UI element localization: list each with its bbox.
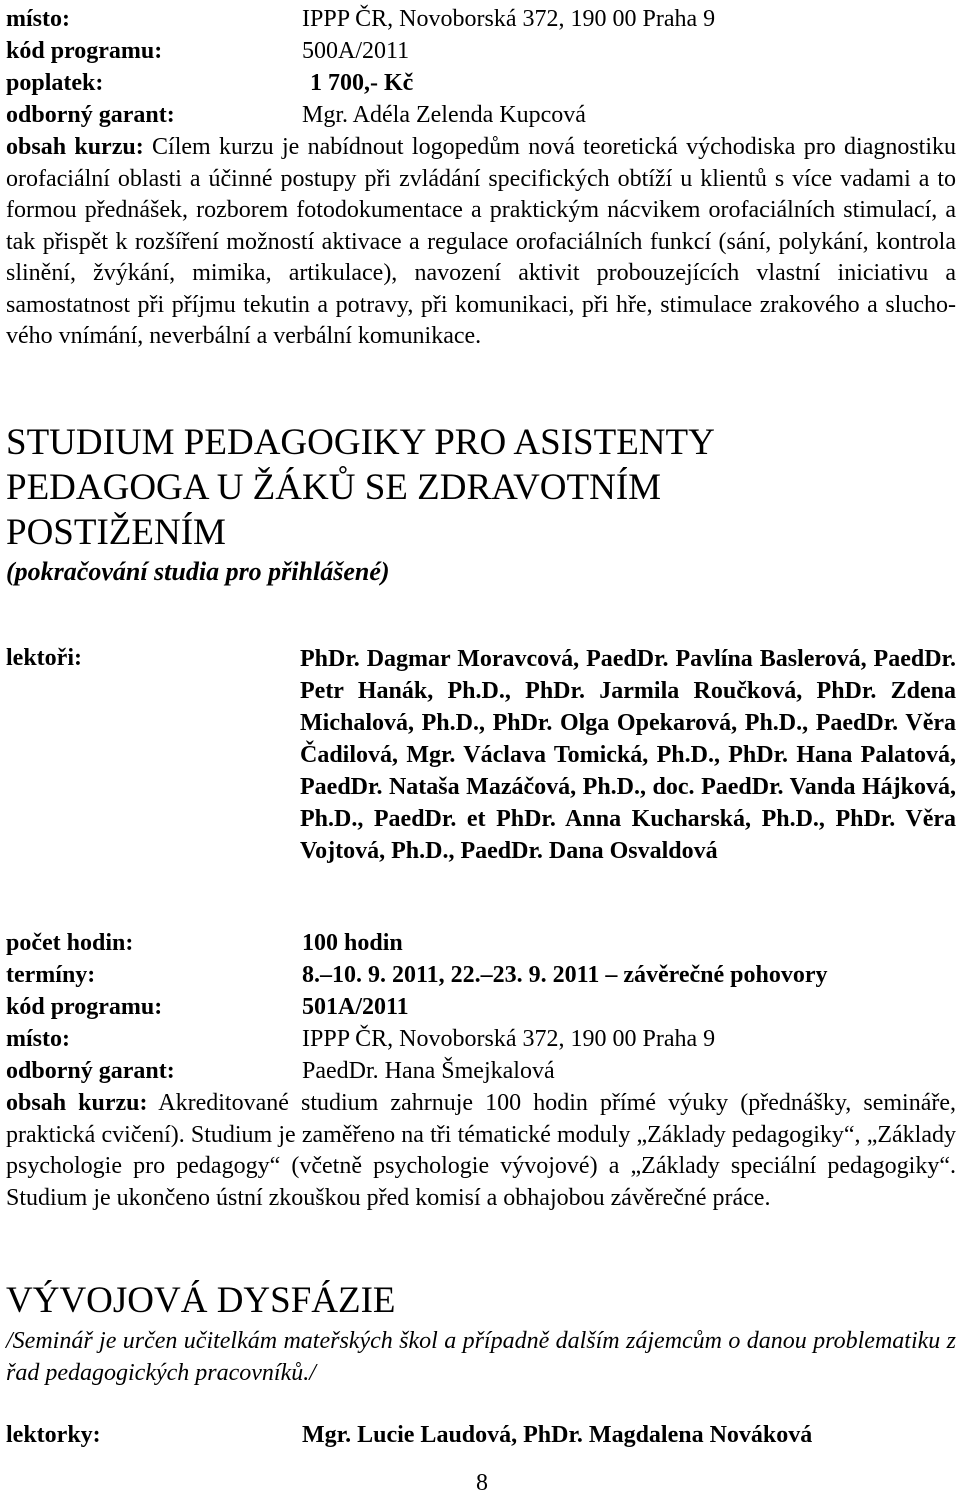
section-title-line-1: STUDIUM PEDAGOGIKY PRO ASISTENTY [6,422,715,463]
page-number: 8 [476,1470,488,1496]
field-label: lektorky: [6,1422,101,1448]
field-value: Mgr. Lucie Laudová, PhDr. Magdalena Nováková [302,1422,813,1448]
field-value: 1 700,- Kč [310,70,414,96]
course-content-1 [6,132,956,353]
content-label: obsah kurzu: [6,134,144,160]
field-label: odborný garant: [6,1058,175,1084]
section-title: VÝVOJOVÁ DYSFÁZIE [6,1280,396,1321]
field-value: PaedDr. Hana Šmejkalová [302,1058,555,1084]
content-text: Akreditované studium zahrnuje 100 hodin přímé výuky (přednášky, semináře, praktická cvičení). Studium je zaměřeno na tři tématické moduly „Základy pedagogiky“, „Základy psychologie pro pedagogy“ (včetně psychologie vývojové) a „Základy speciální pedagogiky“. Studium je ukončeno ústní zkouškou před komisí a obhajobou závěrečné práce. [6,1090,956,1211]
field-value: 501A/2011 [302,994,409,1020]
seminar-note: /Seminář je určen učitelkám mateřských škol a případně dalším zájemcům o danou problematiku z řad pedagogických pracovníků./ [6,1328,956,1386]
field-label: místo: [6,1026,70,1052]
field-label: kód programu: [6,38,163,64]
field-value: 8.–10. 9. 2011, 22.–23. 9. 2011 – závěrečné pohovory [302,962,828,988]
course-content-2 [6,1088,956,1214]
section-title-line-2: PEDAGOGA U ŽÁKŮ SE ZDRAVOTNÍM [6,467,662,508]
field-value: Mgr. Adéla Zelenda Kupcová [302,102,586,128]
field-label: kód programu: [6,994,163,1020]
field-value: 500A/2011 [302,38,410,64]
field-label: poplatek: [6,70,104,96]
field-label: odborný garant: [6,102,175,128]
content-label: obsah kurzu: [6,1090,148,1116]
section-subtitle: (pokračování studia pro přihlášené) [6,557,390,586]
content-text: Cílem kurzu je nabídnout logopedům nová teoretická východiska pro diagnostiku orofaciální oblasti a účinné postupy při zvládání specifických obtíží u klientů s více vadami a to formou přednášek, rozborem fotodokumentace a praktickým nácvikem orofaciálních stimulací, a tak přispět k rozšíření možností aktivace a regulace orofaciálních funkcí (sání, polykání, kontrola slinění, žvýkání, mimika, artikulace), navození aktivit probouzejících vlastní iniciativu a samostatnost při příjmu tekutin a potravy, při komunikaci, při hře, stimulace zrakového a slucho-vého vnímání, neverbální a verbální komunikace. [6,134,957,349]
field-label: počet hodin: [6,930,134,956]
field-value: 100 hodin [302,930,403,956]
section-title-line-3: POSTIŽENÍM [6,512,226,553]
field-value: IPPP ČR, Novoborská 372, 190 00 Praha 9 [302,6,716,32]
field-label: lektoři: [6,645,82,671]
field-value: IPPP ČR, Novoborská 372, 190 00 Praha 9 [302,1026,716,1052]
lectors-list: PhDr. Dagmar Moravcová, PaedDr. Pavlína Baslerová, PaedDr. Petr Hanák, Ph.D., PhDr. Jarmila Roučková, PhDr. Zdena Michalová, Ph.D., PhDr. Olga Opekarová, Ph.D., PaedDr. Věra Čadilová, Mgr. Václava Tomická, Ph.D., PhDr. Hana Palatová, PaedDr. Nataša Mazáčová, Ph.D., doc. PaedDr. Vanda Hájková, Ph.D., PaedDr. et PhDr. Anna Kucharská, Ph.D., PhDr. Věra Vojtová, Ph.D., PaedDr. Dana Osvaldová [300,646,956,864]
field-label: místo: [6,6,70,32]
field-label: termíny: [6,962,96,988]
